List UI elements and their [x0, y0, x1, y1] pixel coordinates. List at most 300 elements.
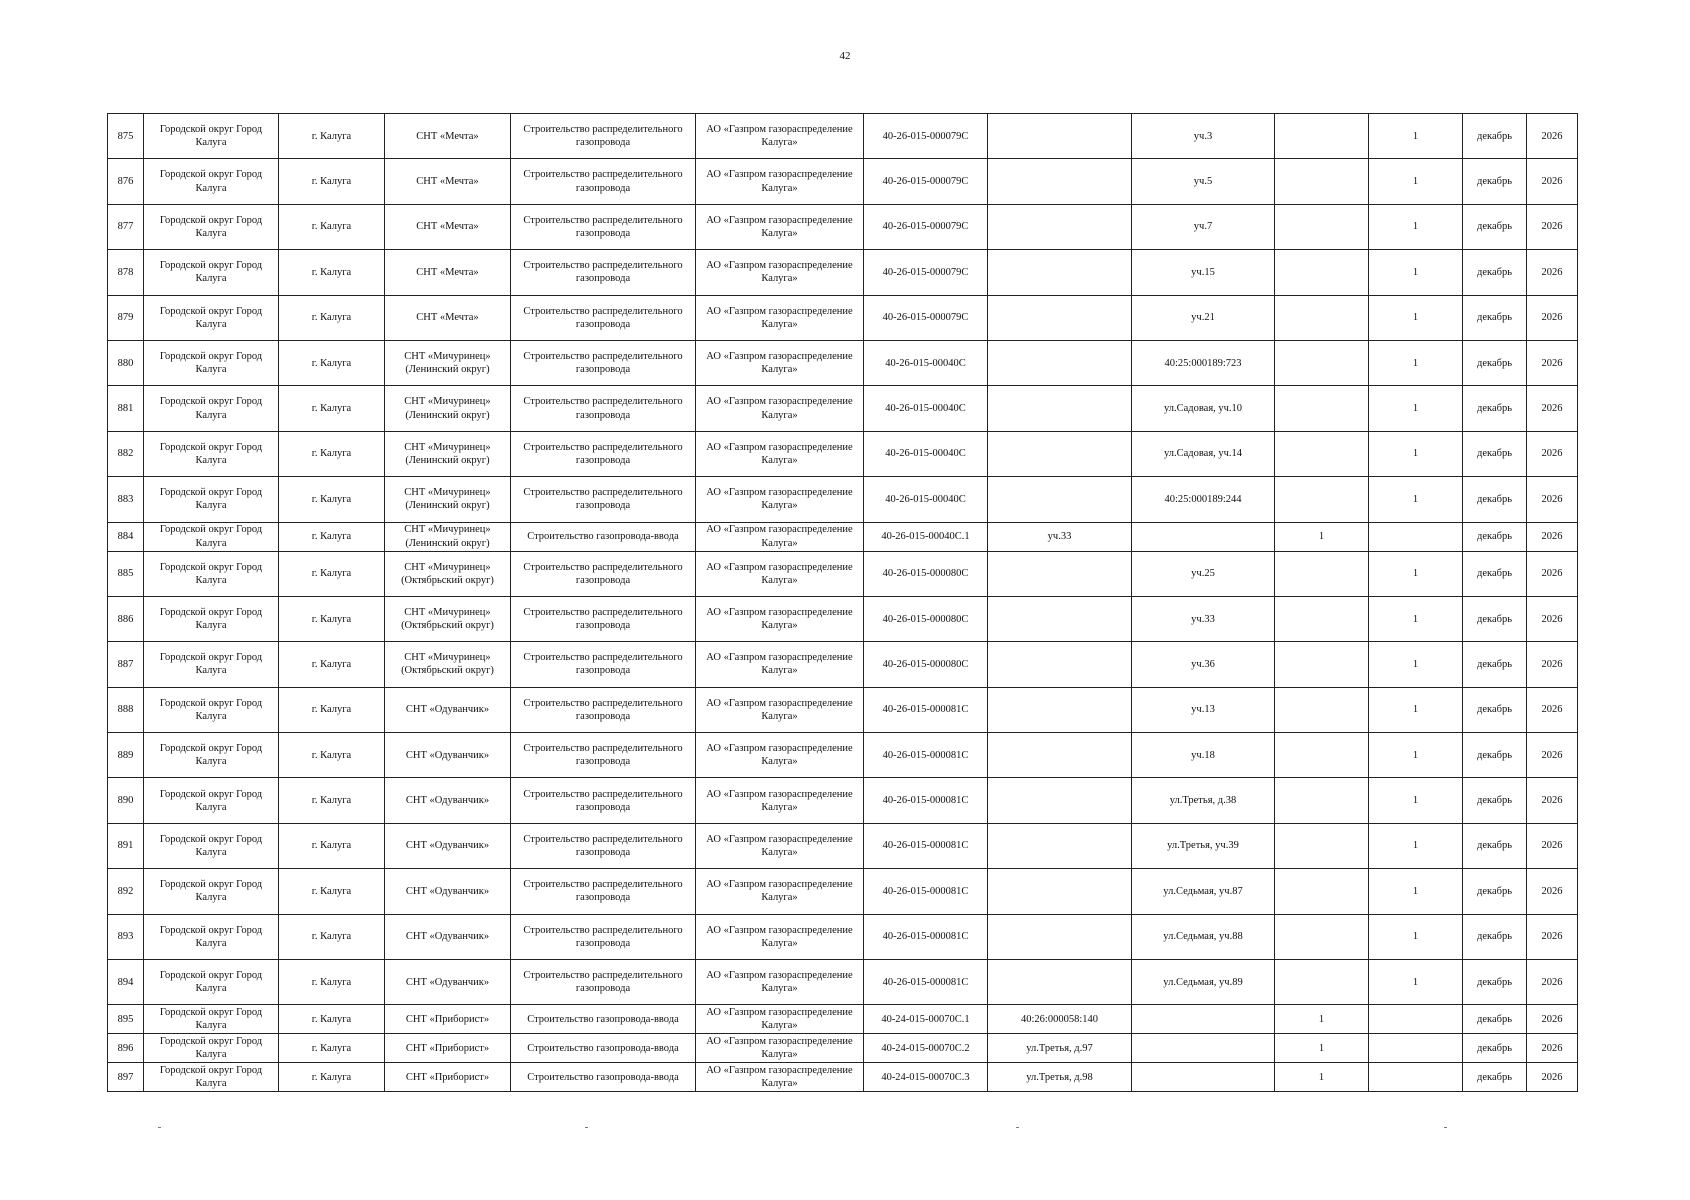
- count-a-cell: [1275, 733, 1369, 778]
- count-a-cell: [1275, 477, 1369, 522]
- city-cell: г. Калуга: [279, 114, 385, 159]
- okrug-cell: Городской округ Город Калуга: [144, 869, 279, 914]
- okrug-cell: Городской округ Город Калуга: [144, 250, 279, 295]
- work-type-cell: Строительство распределительного газопровода: [511, 642, 696, 687]
- work-type-cell: Строительство распределительного газопровода: [511, 869, 696, 914]
- city-cell: г. Калуга: [279, 204, 385, 249]
- address-b-cell: уч.7: [1132, 204, 1275, 249]
- city-cell: г. Калуга: [279, 386, 385, 431]
- month-cell: декабрь: [1463, 522, 1527, 551]
- okrug-cell: Городской округ Город Калуга: [144, 960, 279, 1005]
- count-a-cell: [1275, 687, 1369, 732]
- month-cell: декабрь: [1463, 204, 1527, 249]
- count-b-cell: 1: [1369, 551, 1463, 596]
- month-cell: декабрь: [1463, 250, 1527, 295]
- object-code-cell: 40-26-015-00040С.1: [864, 522, 988, 551]
- table-row: [108, 551, 1578, 596]
- scan-mark: [585, 1127, 588, 1128]
- year-cell: 2026: [1527, 386, 1578, 431]
- city-cell: г. Калуга: [279, 596, 385, 641]
- address-b-cell: ул.Седьмая, уч.88: [1132, 914, 1275, 959]
- okrug-cell: Городской округ Город Калуга: [144, 431, 279, 476]
- count-b-cell: 1: [1369, 295, 1463, 340]
- address-a-cell: уч.33: [988, 522, 1132, 551]
- address-b-cell: ул.Садовая, уч.14: [1132, 431, 1275, 476]
- city-cell: г. Калуга: [279, 522, 385, 551]
- table-row: [108, 596, 1578, 641]
- table-row: [108, 431, 1578, 476]
- year-cell: 2026: [1527, 340, 1578, 385]
- month-cell: декабрь: [1463, 551, 1527, 596]
- organization-cell: АО «Газпром газораспределение Калуга»: [696, 159, 864, 204]
- object-code-cell: 40-26-015-000081С: [864, 869, 988, 914]
- work-type-cell: Строительство газопровода-ввода: [511, 1063, 696, 1092]
- address-a-cell: [988, 477, 1132, 522]
- count-b-cell: 1: [1369, 477, 1463, 522]
- organization-cell: АО «Газпром газораспределение Калуга»: [696, 869, 864, 914]
- work-type-cell: Строительство газопровода-ввода: [511, 1034, 696, 1063]
- city-cell: г. Калуга: [279, 250, 385, 295]
- organization-cell: АО «Газпром газораспределение Калуга»: [696, 204, 864, 249]
- snt-cell: СНТ «Мичуринец» (Ленинский округ): [385, 386, 511, 431]
- work-type-cell: Строительство распределительного газопровода: [511, 250, 696, 295]
- organization-cell: АО «Газпром газораспределение Калуга»: [696, 114, 864, 159]
- work-type-cell: Строительство распределительного газопровода: [511, 204, 696, 249]
- month-cell: декабрь: [1463, 733, 1527, 778]
- address-a-cell: [988, 914, 1132, 959]
- row-number-cell: 896: [108, 1034, 144, 1063]
- object-code-cell: 40-26-015-000081С: [864, 733, 988, 778]
- address-b-cell: уч.25: [1132, 551, 1275, 596]
- count-b-cell: 1: [1369, 596, 1463, 641]
- count-a-cell: 1: [1275, 522, 1369, 551]
- snt-cell: СНТ «Одуванчик»: [385, 869, 511, 914]
- scan-mark: [158, 1127, 161, 1128]
- table-row: [108, 1005, 1578, 1034]
- organization-cell: АО «Газпром газораспределение Калуга»: [696, 295, 864, 340]
- address-b-cell: [1132, 1063, 1275, 1092]
- address-b-cell: уч.18: [1132, 733, 1275, 778]
- snt-cell: СНТ «Мечта»: [385, 114, 511, 159]
- year-cell: 2026: [1527, 1005, 1578, 1034]
- month-cell: декабрь: [1463, 431, 1527, 476]
- count-a-cell: [1275, 340, 1369, 385]
- table-row: [108, 823, 1578, 868]
- address-b-cell: [1132, 1005, 1275, 1034]
- work-type-cell: Строительство распределительного газопровода: [511, 159, 696, 204]
- month-cell: декабрь: [1463, 960, 1527, 1005]
- month-cell: декабрь: [1463, 778, 1527, 823]
- month-cell: декабрь: [1463, 823, 1527, 868]
- snt-cell: СНТ «Одуванчик»: [385, 778, 511, 823]
- row-number-cell: 879: [108, 295, 144, 340]
- address-a-cell: [988, 733, 1132, 778]
- snt-cell: СНТ «Приборист»: [385, 1034, 511, 1063]
- okrug-cell: Городской округ Город Калуга: [144, 1034, 279, 1063]
- organization-cell: АО «Газпром газораспределение Калуга»: [696, 778, 864, 823]
- table-row: [108, 204, 1578, 249]
- okrug-cell: Городской округ Город Калуга: [144, 386, 279, 431]
- address-a-cell: [988, 869, 1132, 914]
- table-row: [108, 477, 1578, 522]
- object-code-cell: 40-26-015-000079С: [864, 295, 988, 340]
- count-b-cell: [1369, 522, 1463, 551]
- organization-cell: АО «Газпром газораспределение Калуга»: [696, 733, 864, 778]
- count-a-cell: 1: [1275, 1034, 1369, 1063]
- count-b-cell: 1: [1369, 159, 1463, 204]
- okrug-cell: Городской округ Город Калуга: [144, 642, 279, 687]
- work-type-cell: Строительство распределительного газопровода: [511, 823, 696, 868]
- snt-cell: СНТ «Приборист»: [385, 1063, 511, 1092]
- organization-cell: АО «Газпром газораспределение Калуга»: [696, 386, 864, 431]
- count-b-cell: 1: [1369, 114, 1463, 159]
- address-a-cell: [988, 551, 1132, 596]
- city-cell: г. Калуга: [279, 778, 385, 823]
- organization-cell: АО «Газпром газораспределение Калуга»: [696, 823, 864, 868]
- year-cell: 2026: [1527, 477, 1578, 522]
- year-cell: 2026: [1527, 596, 1578, 641]
- object-code-cell: 40-26-015-000079С: [864, 159, 988, 204]
- object-code-cell: 40-26-015-000080С: [864, 642, 988, 687]
- address-a-cell: ул.Третья, д.98: [988, 1063, 1132, 1092]
- city-cell: г. Калуга: [279, 477, 385, 522]
- count-b-cell: 1: [1369, 340, 1463, 385]
- okrug-cell: Городской округ Город Калуга: [144, 778, 279, 823]
- snt-cell: СНТ «Мичуринец» (Октябрьский округ): [385, 596, 511, 641]
- address-b-cell: уч.15: [1132, 250, 1275, 295]
- address-b-cell: ул.Третья, д.38: [1132, 778, 1275, 823]
- count-b-cell: [1369, 1063, 1463, 1092]
- count-a-cell: [1275, 431, 1369, 476]
- row-number-cell: 897: [108, 1063, 144, 1092]
- okrug-cell: Городской округ Город Калуга: [144, 1063, 279, 1092]
- table-row: [108, 159, 1578, 204]
- snt-cell: СНТ «Мечта»: [385, 295, 511, 340]
- year-cell: 2026: [1527, 551, 1578, 596]
- city-cell: г. Калуга: [279, 159, 385, 204]
- organization-cell: АО «Газпром газораспределение Калуга»: [696, 596, 864, 641]
- okrug-cell: Городской округ Город Калуга: [144, 551, 279, 596]
- snt-cell: СНТ «Приборист»: [385, 1005, 511, 1034]
- snt-cell: СНТ «Мечта»: [385, 250, 511, 295]
- object-code-cell: 40-26-015-000081С: [864, 960, 988, 1005]
- address-a-cell: [988, 960, 1132, 1005]
- okrug-cell: Городской округ Город Калуга: [144, 1005, 279, 1034]
- scan-mark: [1444, 1127, 1447, 1128]
- gasification-table: [107, 113, 1578, 1092]
- address-a-cell: [988, 642, 1132, 687]
- snt-cell: СНТ «Мичуринец» (Ленинский округ): [385, 522, 511, 551]
- okrug-cell: Городской округ Город Калуга: [144, 114, 279, 159]
- address-b-cell: уч.3: [1132, 114, 1275, 159]
- object-code-cell: 40-26-015-000081С: [864, 778, 988, 823]
- object-code-cell: 40-26-015-00040С: [864, 431, 988, 476]
- organization-cell: АО «Газпром газораспределение Калуга»: [696, 522, 864, 551]
- snt-cell: СНТ «Мичуринец» (Октябрьский округ): [385, 642, 511, 687]
- count-a-cell: [1275, 596, 1369, 641]
- count-a-cell: [1275, 204, 1369, 249]
- table-row: [108, 114, 1578, 159]
- month-cell: декабрь: [1463, 687, 1527, 732]
- address-a-cell: 40:26:000058:140: [988, 1005, 1132, 1034]
- year-cell: 2026: [1527, 642, 1578, 687]
- address-a-cell: [988, 250, 1132, 295]
- city-cell: г. Калуга: [279, 1063, 385, 1092]
- address-b-cell: уч.13: [1132, 687, 1275, 732]
- address-a-cell: [988, 159, 1132, 204]
- snt-cell: СНТ «Одуванчик»: [385, 914, 511, 959]
- row-number-cell: 889: [108, 733, 144, 778]
- count-a-cell: [1275, 914, 1369, 959]
- okrug-cell: Городской округ Город Калуга: [144, 733, 279, 778]
- object-code-cell: 40-26-015-000079С: [864, 250, 988, 295]
- organization-cell: АО «Газпром газораспределение Калуга»: [696, 477, 864, 522]
- table-row: [108, 250, 1578, 295]
- count-a-cell: [1275, 386, 1369, 431]
- city-cell: г. Калуга: [279, 295, 385, 340]
- table-row: [108, 340, 1578, 385]
- organization-cell: АО «Газпром газораспределение Калуга»: [696, 431, 864, 476]
- address-b-cell: ул.Садовая, уч.10: [1132, 386, 1275, 431]
- table-row: [108, 642, 1578, 687]
- table-row: [108, 386, 1578, 431]
- work-type-cell: Строительство распределительного газопровода: [511, 778, 696, 823]
- address-b-cell: ул.Третья, уч.39: [1132, 823, 1275, 868]
- year-cell: 2026: [1527, 1034, 1578, 1063]
- year-cell: 2026: [1527, 914, 1578, 959]
- city-cell: г. Калуга: [279, 551, 385, 596]
- table-row: [108, 687, 1578, 732]
- work-type-cell: Строительство распределительного газопровода: [511, 295, 696, 340]
- snt-cell: СНТ «Мичуринец» (Ленинский округ): [385, 431, 511, 476]
- year-cell: 2026: [1527, 1063, 1578, 1092]
- object-code-cell: 40-24-015-00070С.1: [864, 1005, 988, 1034]
- snt-cell: СНТ «Мичуринец» (Ленинский округ): [385, 477, 511, 522]
- snt-cell: СНТ «Одуванчик»: [385, 960, 511, 1005]
- row-number-cell: 895: [108, 1005, 144, 1034]
- city-cell: г. Калуга: [279, 733, 385, 778]
- month-cell: декабрь: [1463, 159, 1527, 204]
- row-number-cell: 880: [108, 340, 144, 385]
- address-b-cell: 40:25:000189:244: [1132, 477, 1275, 522]
- month-cell: декабрь: [1463, 642, 1527, 687]
- table-row: [108, 733, 1578, 778]
- table-row: [108, 960, 1578, 1005]
- object-code-cell: 40-26-015-000081С: [864, 823, 988, 868]
- address-b-cell: [1132, 1034, 1275, 1063]
- year-cell: 2026: [1527, 159, 1578, 204]
- address-a-cell: [988, 114, 1132, 159]
- month-cell: декабрь: [1463, 1063, 1527, 1092]
- snt-cell: СНТ «Мечта»: [385, 204, 511, 249]
- object-code-cell: 40-26-015-000081С: [864, 687, 988, 732]
- count-a-cell: [1275, 642, 1369, 687]
- count-b-cell: [1369, 1005, 1463, 1034]
- okrug-cell: Городской округ Город Калуга: [144, 596, 279, 641]
- work-type-cell: Строительство распределительного газопровода: [511, 596, 696, 641]
- city-cell: г. Калуга: [279, 340, 385, 385]
- address-a-cell: [988, 596, 1132, 641]
- address-a-cell: [988, 823, 1132, 868]
- address-a-cell: ул.Третья, д.97: [988, 1034, 1132, 1063]
- work-type-cell: Строительство распределительного газопровода: [511, 960, 696, 1005]
- work-type-cell: Строительство распределительного газопровода: [511, 687, 696, 732]
- organization-cell: АО «Газпром газораспределение Калуга»: [696, 642, 864, 687]
- city-cell: г. Калуга: [279, 687, 385, 732]
- address-a-cell: [988, 687, 1132, 732]
- okrug-cell: Городской округ Город Калуга: [144, 340, 279, 385]
- okrug-cell: Городской округ Город Калуга: [144, 687, 279, 732]
- okrug-cell: Городской округ Город Калуга: [144, 204, 279, 249]
- city-cell: г. Калуга: [279, 960, 385, 1005]
- okrug-cell: Городской округ Город Калуга: [144, 914, 279, 959]
- year-cell: 2026: [1527, 869, 1578, 914]
- address-a-cell: [988, 340, 1132, 385]
- city-cell: г. Калуга: [279, 1034, 385, 1063]
- table-row: [108, 295, 1578, 340]
- city-cell: г. Калуга: [279, 823, 385, 868]
- count-a-cell: 1: [1275, 1005, 1369, 1034]
- work-type-cell: Строительство распределительного газопровода: [511, 733, 696, 778]
- row-number-cell: 875: [108, 114, 144, 159]
- work-type-cell: Строительство распределительного газопровода: [511, 340, 696, 385]
- count-b-cell: 1: [1369, 431, 1463, 476]
- month-cell: декабрь: [1463, 114, 1527, 159]
- snt-cell: СНТ «Одуванчик»: [385, 823, 511, 868]
- count-b-cell: 1: [1369, 250, 1463, 295]
- organization-cell: АО «Газпром газораспределение Калуга»: [696, 687, 864, 732]
- count-a-cell: [1275, 295, 1369, 340]
- count-a-cell: [1275, 551, 1369, 596]
- row-number-cell: 888: [108, 687, 144, 732]
- month-cell: декабрь: [1463, 477, 1527, 522]
- count-a-cell: [1275, 250, 1369, 295]
- count-b-cell: 1: [1369, 823, 1463, 868]
- work-type-cell: Строительство распределительного газопровода: [511, 431, 696, 476]
- work-type-cell: Строительство распределительного газопровода: [511, 114, 696, 159]
- year-cell: 2026: [1527, 522, 1578, 551]
- okrug-cell: Городской округ Город Калуга: [144, 295, 279, 340]
- row-number-cell: 883: [108, 477, 144, 522]
- count-a-cell: [1275, 960, 1369, 1005]
- object-code-cell: 40-26-015-000081С: [864, 914, 988, 959]
- row-number-cell: 887: [108, 642, 144, 687]
- address-a-cell: [988, 295, 1132, 340]
- city-cell: г. Калуга: [279, 1005, 385, 1034]
- work-type-cell: Строительство распределительного газопровода: [511, 386, 696, 431]
- year-cell: 2026: [1527, 733, 1578, 778]
- organization-cell: АО «Газпром газораспределение Калуга»: [696, 960, 864, 1005]
- page-number: 42: [839, 50, 851, 62]
- month-cell: декабрь: [1463, 914, 1527, 959]
- row-number-cell: 891: [108, 823, 144, 868]
- count-a-cell: [1275, 823, 1369, 868]
- address-b-cell: уч.33: [1132, 596, 1275, 641]
- count-b-cell: 1: [1369, 960, 1463, 1005]
- scan-mark: [1016, 1127, 1019, 1128]
- address-a-cell: [988, 431, 1132, 476]
- count-a-cell: [1275, 778, 1369, 823]
- row-number-cell: 885: [108, 551, 144, 596]
- year-cell: 2026: [1527, 204, 1578, 249]
- row-number-cell: 884: [108, 522, 144, 551]
- count-b-cell: 1: [1369, 733, 1463, 778]
- table-row: [108, 1063, 1578, 1092]
- month-cell: декабрь: [1463, 869, 1527, 914]
- month-cell: декабрь: [1463, 340, 1527, 385]
- work-type-cell: Строительство газопровода-ввода: [511, 1005, 696, 1034]
- row-number-cell: 881: [108, 386, 144, 431]
- row-number-cell: 882: [108, 431, 144, 476]
- table-row: [108, 1034, 1578, 1063]
- count-b-cell: [1369, 1034, 1463, 1063]
- address-b-cell: ул.Седьмая, уч.87: [1132, 869, 1275, 914]
- object-code-cell: 40-24-015-00070С.2: [864, 1034, 988, 1063]
- address-b-cell: уч.5: [1132, 159, 1275, 204]
- month-cell: декабрь: [1463, 596, 1527, 641]
- year-cell: 2026: [1527, 431, 1578, 476]
- object-code-cell: 40-26-015-000079С: [864, 114, 988, 159]
- organization-cell: АО «Газпром газораспределение Калуга»: [696, 1034, 864, 1063]
- year-cell: 2026: [1527, 960, 1578, 1005]
- count-b-cell: 1: [1369, 687, 1463, 732]
- object-code-cell: 40-26-015-000080С: [864, 596, 988, 641]
- row-number-cell: 877: [108, 204, 144, 249]
- snt-cell: СНТ «Мечта»: [385, 159, 511, 204]
- snt-cell: СНТ «Мичуринец» (Ленинский округ): [385, 340, 511, 385]
- row-number-cell: 892: [108, 869, 144, 914]
- city-cell: г. Калуга: [279, 431, 385, 476]
- table-row: [108, 869, 1578, 914]
- snt-cell: СНТ «Одуванчик»: [385, 733, 511, 778]
- count-b-cell: 1: [1369, 778, 1463, 823]
- table-row: [108, 914, 1578, 959]
- okrug-cell: Городской округ Город Калуга: [144, 477, 279, 522]
- address-a-cell: [988, 386, 1132, 431]
- count-b-cell: 1: [1369, 914, 1463, 959]
- year-cell: 2026: [1527, 778, 1578, 823]
- count-b-cell: 1: [1369, 386, 1463, 431]
- count-a-cell: [1275, 159, 1369, 204]
- object-code-cell: 40-24-015-00070С.3: [864, 1063, 988, 1092]
- object-code-cell: 40-26-015-000079С: [864, 204, 988, 249]
- snt-cell: СНТ «Одуванчик»: [385, 687, 511, 732]
- work-type-cell: Строительство газопровода-ввода: [511, 522, 696, 551]
- count-a-cell: 1: [1275, 1063, 1369, 1092]
- okrug-cell: Городской округ Город Калуга: [144, 159, 279, 204]
- year-cell: 2026: [1527, 114, 1578, 159]
- work-type-cell: Строительство распределительного газопровода: [511, 477, 696, 522]
- city-cell: г. Калуга: [279, 642, 385, 687]
- object-code-cell: 40-26-015-00040С: [864, 340, 988, 385]
- row-number-cell: 876: [108, 159, 144, 204]
- organization-cell: АО «Газпром газораспределение Калуга»: [696, 1063, 864, 1092]
- object-code-cell: 40-26-015-000080С: [864, 551, 988, 596]
- address-b-cell: уч.21: [1132, 295, 1275, 340]
- address-b-cell: [1132, 522, 1275, 551]
- organization-cell: АО «Газпром газораспределение Калуга»: [696, 250, 864, 295]
- row-number-cell: 878: [108, 250, 144, 295]
- address-b-cell: ул.Седьмая, уч.89: [1132, 960, 1275, 1005]
- row-number-cell: 890: [108, 778, 144, 823]
- okrug-cell: Городской округ Город Калуга: [144, 823, 279, 868]
- address-b-cell: 40:25:000189:723: [1132, 340, 1275, 385]
- count-a-cell: [1275, 869, 1369, 914]
- count-a-cell: [1275, 114, 1369, 159]
- organization-cell: АО «Газпром газораспределение Калуга»: [696, 1005, 864, 1034]
- work-type-cell: Строительство распределительного газопровода: [511, 914, 696, 959]
- count-b-cell: 1: [1369, 869, 1463, 914]
